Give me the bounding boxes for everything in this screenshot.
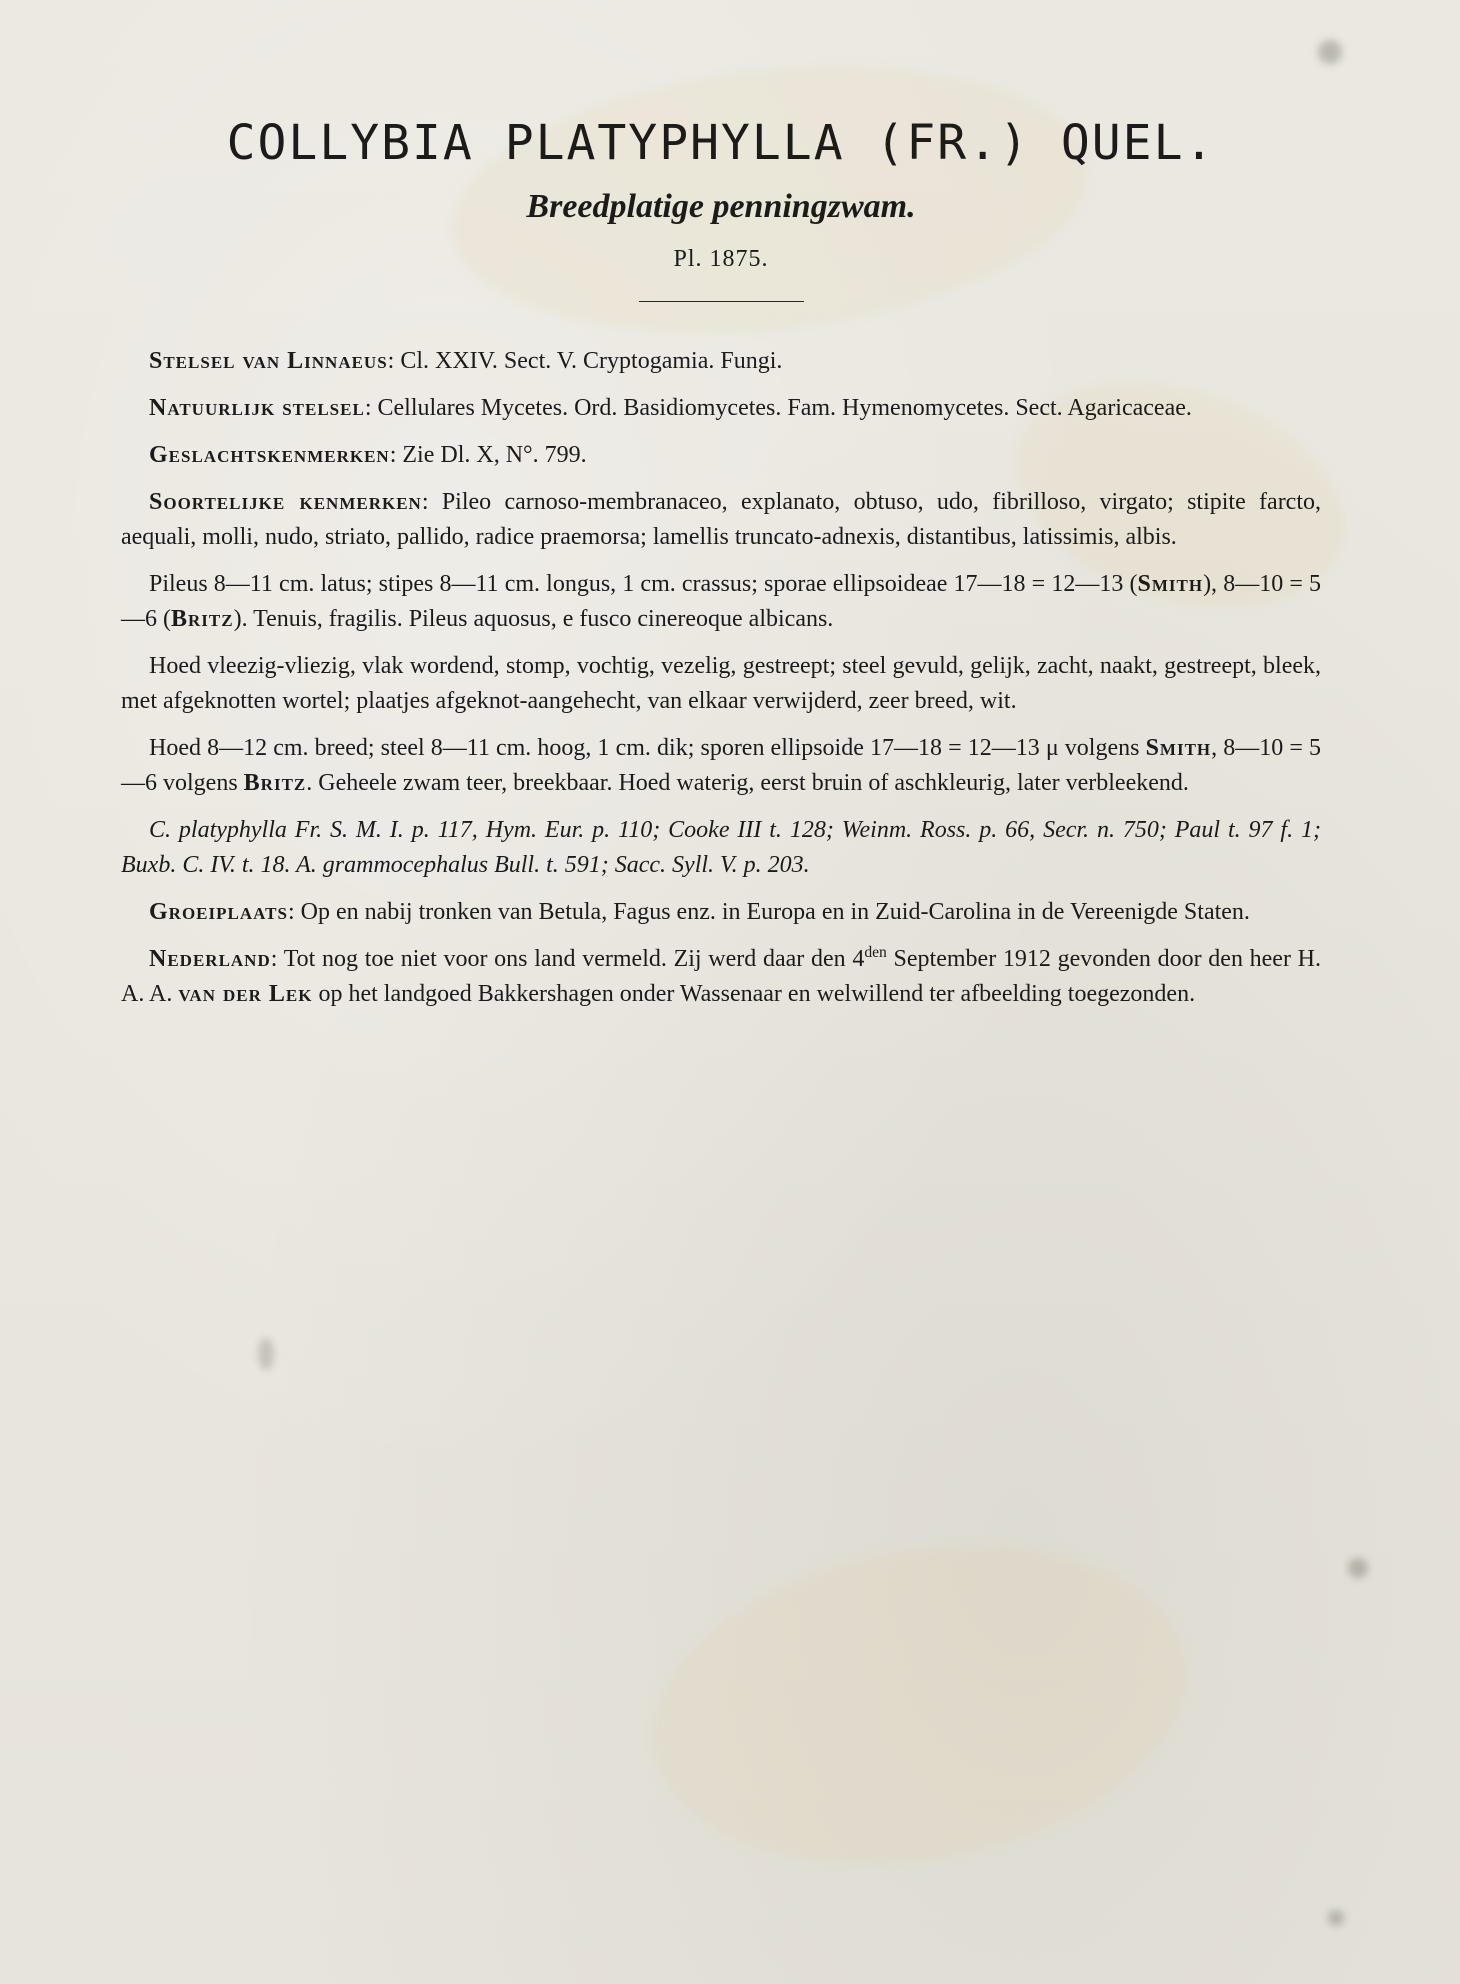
plate-number: Pl. 1875. (673, 245, 769, 272)
netherlands-text-3: op het landgoed Bakkershagen onder Wassenaar en welwillend ter afbeelding toegezonden. (312, 980, 1196, 1007)
dutch-name: Breedplatige penningzwam. (526, 187, 916, 225)
habitat-label: Groeiplaats (149, 898, 288, 925)
background-bleed-through (627, 1505, 1213, 1904)
natural-system-paragraph (121, 391, 1321, 426)
genus-characteristics-label: Geslachtskenmerken (149, 441, 390, 468)
author-smith: Smith (1145, 734, 1212, 761)
natural-system-separator: : (364, 394, 372, 421)
linnaeus-system-paragraph (121, 344, 1321, 379)
genus-characteristics-paragraph (121, 438, 1321, 473)
natural-system-text: Cellulares Mycetes. Ord. Basidiomycetes. Fam. Hymenomycetes. Sect. Agaricaceae. (377, 394, 1192, 421)
netherlands-separator: : (270, 945, 278, 972)
dutch-description-text: Hoed vleezig-vliezig, vlak wordend, stomp, vochtig, vezelig, gestreept; steel gevuld, gelijk, zacht, naakt, gestreept, bleek, met afgeknotten wortel; plaatjes afgeknot-aangehecht, van elkaar verwijderd, zeer breed, wit. (121, 652, 1321, 714)
linnaeus-system-separator: : (387, 347, 395, 374)
title-divider (639, 301, 804, 302)
genus-characteristics-separator: : (389, 441, 397, 468)
collector-name: van der Lek (178, 980, 313, 1007)
linnaeus-system-label: Stelsel van Linnaeus (149, 347, 388, 374)
habitat-separator: : (287, 898, 295, 925)
paper-spot (258, 1338, 274, 1370)
species-characteristics-label: Soortelijke kenmerken (149, 488, 422, 515)
natural-system-label: Natuurlijk stelsel (149, 394, 365, 421)
literature-references: C. platyphylla Fr. S. M. I. p. 117, Hym. Eur. p. 110; Cooke III t. 128; Weinm. Ross. p. 66, Secr. n. 750; Paul t. 97 f. 1; Buxb. C. IV. t. 18. A. grammocephalus Bull. t. 591; Sacc. Syll. V. p. 203. (121, 816, 1321, 878)
netherlands-paragraph (121, 942, 1321, 1012)
habitat-paragraph (121, 895, 1321, 930)
latin-dimensions-paragraph (121, 567, 1321, 637)
netherlands-text-1: Tot nog toe niet voor ons land vermeld. Zij werd daar den 4 (283, 945, 865, 972)
latin-dimensions-text-1: Pileus 8—11 cm. latus; stipes 8—11 cm. longus, 1 cm. crassus; sporae ellipsoideae 17—18 = 12—13 ( (149, 570, 1138, 597)
dutch-dimensions-paragraph (121, 731, 1321, 801)
paper-spot (1348, 1558, 1368, 1578)
latin-dimensions-text-2: ), 8—10 = 5—6 ( (121, 570, 1321, 632)
habitat-text: Op en nabij tronken van Betula, Fagus enz. in Europa en in Zuid-Carolina in de Vereenigde Staten. (300, 898, 1250, 925)
author-britz: Britz (171, 605, 234, 632)
species-characteristics-text: Pileo carnoso-membranaceo, explanato, obtuso, udo, fibrilloso, virgato; stipite farcto, aequali, molli, nudo, striato, pallido, radice praemorsa; lamellis truncato-adnexis, distantibus, latissimis, albis. (121, 488, 1321, 550)
author-smith: Smith (1137, 570, 1204, 597)
genus-characteristics-text: Zie Dl. X, N°. 799. (402, 441, 587, 468)
latin-dimensions-text-3: ). Tenuis, fragilis. Pileus aquosus, e fusco cinereoque albicans. (233, 605, 834, 632)
dutch-dimensions-text-3: . Geheele zwam teer, breekbaar. Hoed waterig, eerst bruin of aschkleurig, later verbleekend. (306, 769, 1189, 796)
species-characteristics-paragraph (121, 485, 1321, 555)
species-title: COLLYBIA PLATYPHYLLA (FR.) QUEL. (226, 115, 1216, 171)
paper-spot (1328, 1910, 1344, 1926)
dutch-dimensions-text-2: , 8—10 = 5—6 volgens (121, 734, 1321, 796)
netherlands-text-2: September 1912 gevonden door den heer H. A. A. (121, 945, 1321, 1007)
author-britz: Britz (243, 769, 307, 796)
netherlands-label: Nederland (149, 945, 271, 972)
linnaeus-system-text: Cl. XXIV. Sect. V. Cryptogamia. Fungi. (400, 347, 783, 374)
dutch-description-paragraph (121, 649, 1321, 719)
species-characteristics-separator: : (421, 488, 429, 515)
content-block (121, 115, 1321, 1024)
paper-spot (1318, 40, 1342, 64)
dutch-dimensions-text-1: Hoed 8—12 cm. breed; steel 8—11 cm. hoog, 1 cm. dik; sporen ellipsoide 17—18 = 12—13 μ volgens (149, 734, 1146, 761)
date-superscript: den (864, 943, 887, 961)
